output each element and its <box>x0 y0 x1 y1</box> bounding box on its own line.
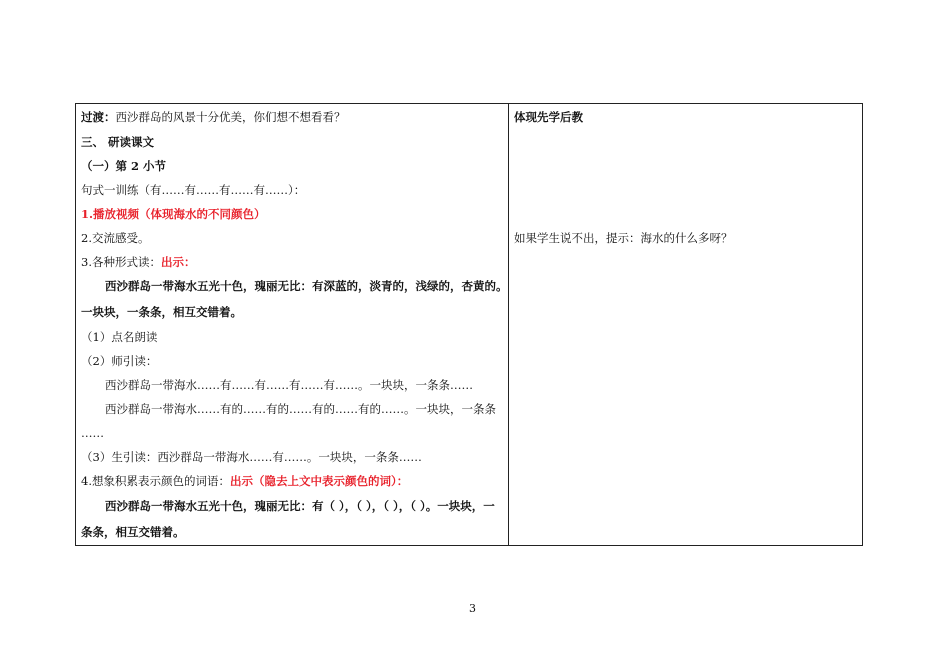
page-number: 3 <box>469 602 476 615</box>
passage-line-1: 西沙群岛一带海水五光十色，瑰丽无比：有深蓝的，淡青的，浅绿的，杏黄的。 <box>105 279 508 293</box>
teacher-guided-reading: （2）师引读： <box>81 354 158 368</box>
play-video-line: 1.播放视频（体现海水的不同颜色） <box>81 207 266 221</box>
color-words-line <box>81 473 408 489</box>
guided-sentence-2: 西沙群岛一带海水……有的……有的……有的……有的……。一块块，一条条 <box>105 402 496 416</box>
notes-heading: 体现先学后教 <box>514 110 583 124</box>
section-heading: 三、 研读课文 <box>81 135 155 149</box>
show-hidden-label: 出示（隐去上文中表示颜色的词）： <box>229 474 409 488</box>
hint-note: 如果学生说不出，提示：海水的什么多呀？ <box>514 231 733 245</box>
transition-label: 过渡： <box>81 110 116 124</box>
subsection-heading: （一）第 2 小节 <box>81 159 167 173</box>
fill-blank-line-1: 西沙群岛一带海水五光十色，瑰丽无比：有（ ），（ ），（ ），（ ）。一块块，一 <box>105 499 495 513</box>
pattern-training-line: 句式一训练（有……有……有……有……）： <box>81 183 306 197</box>
guided-sentence-1: 西沙群岛一带海水……有……有……有……有……。一块块，一条条…… <box>105 378 473 392</box>
transition-text: 西沙群岛的风景十分优美，你们想不想看看？ <box>115 110 346 124</box>
transition-line <box>81 109 346 125</box>
color-words-text: 4.想象积累表示颜色的词语： <box>81 474 230 488</box>
show-label: 出示： <box>160 255 196 269</box>
reading-forms-line <box>81 254 195 270</box>
design-notes-column <box>509 104 862 545</box>
roll-call-reading: （1）点名朗读 <box>81 330 158 344</box>
lesson-plan-table <box>75 103 863 546</box>
passage-line-2: 一块块，一条条，相互交错着。 <box>81 305 242 319</box>
fill-blank-line-2: 条条，相互交错着。 <box>81 525 185 539</box>
reading-forms-text: 3.各种形式读： <box>81 255 161 269</box>
lesson-steps-column <box>76 104 509 545</box>
discussion-line: 2.交流感受。 <box>81 231 150 245</box>
student-guided-reading: （3）生引读：西沙群岛一带海水……有……。一块块，一条条…… <box>81 450 422 464</box>
guided-sentence-2-cont: …… <box>81 426 104 440</box>
